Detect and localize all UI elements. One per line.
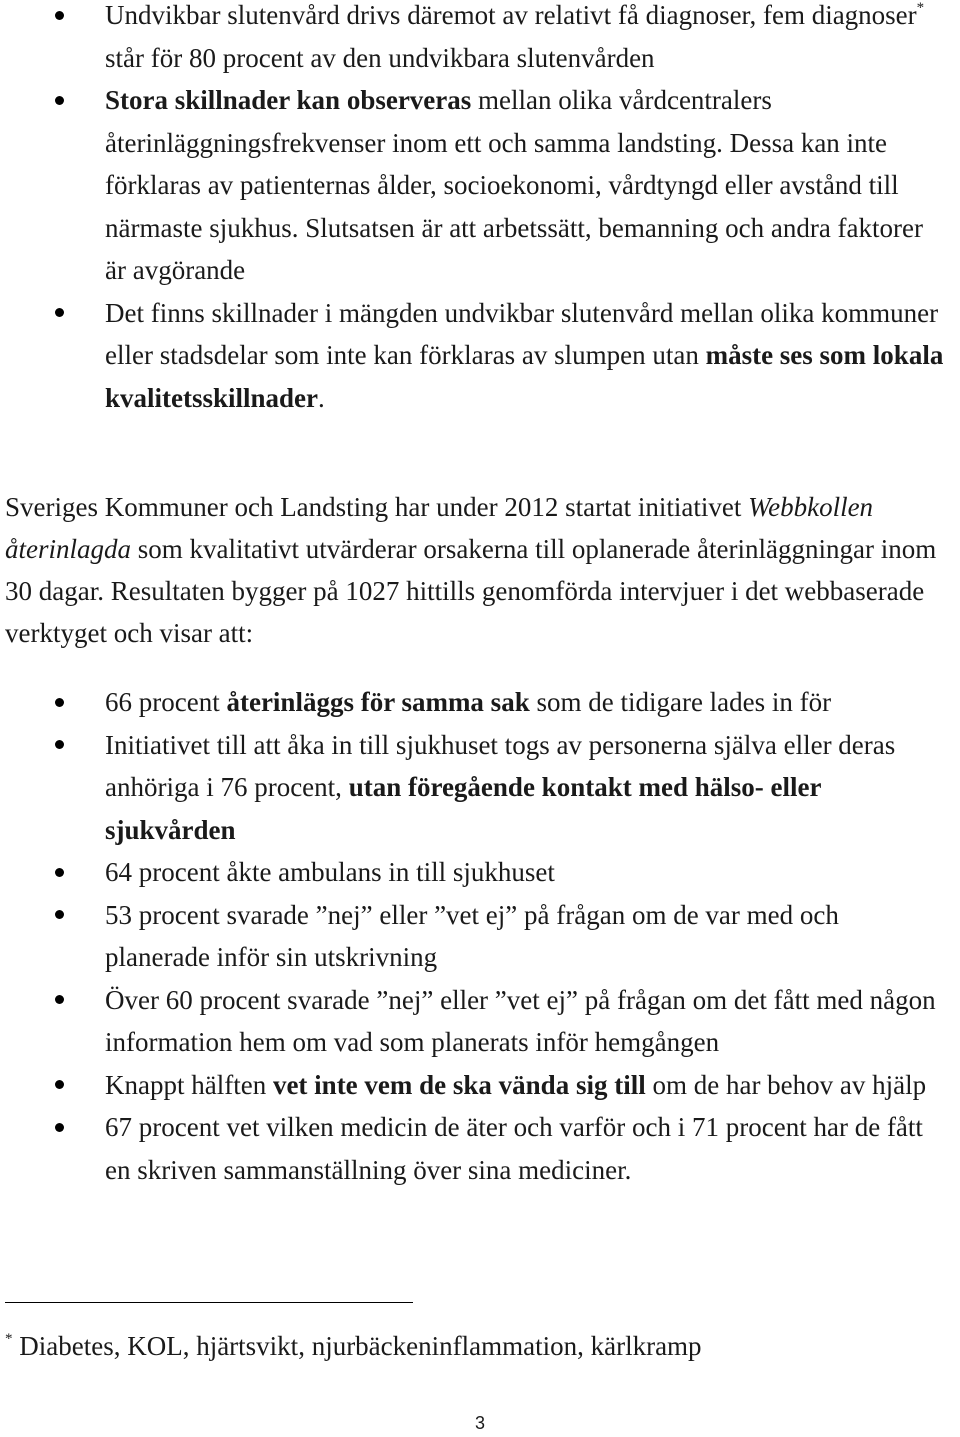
bullet-icon <box>54 79 64 122</box>
list-item <box>0 79 960 292</box>
footnote-marker: * <box>916 0 925 16</box>
list-item <box>0 292 960 420</box>
body-paragraph <box>5 486 955 654</box>
list-item-text: 67 procent vet vilken medicin de äter och varför och i 71 procent har de fått en skriven sammanställning över sina mediciner. <box>105 1112 923 1185</box>
list-item-text: Över 60 procent svarade ”nej” eller ”vet ej” på frågan om det fått med någon information hem om vad som planerats inför hemgången <box>105 984 936 1057</box>
list-item-text: . <box>318 382 325 413</box>
footnote-divider <box>5 1302 413 1303</box>
list-item <box>0 1064 960 1107</box>
bullet-icon <box>54 1106 64 1149</box>
bullet-icon <box>54 1064 64 1107</box>
list-item <box>0 894 960 979</box>
bold-text: Stora skillnader kan observeras <box>105 85 472 115</box>
paragraph-text: Sveriges Kommuner och Landsting har under 2012 startat initiativet <box>5 492 749 522</box>
italic-title: Webbkollen återinlagda <box>5 492 874 564</box>
page-number: 3 <box>474 1413 485 1433</box>
list-item <box>0 681 960 724</box>
list-item-text: om de har behov av hjälp <box>645 1069 927 1100</box>
footnote-text: Diabetes, KOL, hjärtsvikt, njurbäckeninflammation, kärlkramp <box>12 1331 702 1361</box>
bold-text: vet inte vem de ska vända sig till <box>272 1069 646 1100</box>
list-item-text: mellan olika vårdcentralers återinläggningsfrekvenser inom ett och samma landsting. Dessa kan inte förklaras av patienternas ålder, socioekonomi, vårdtyngd eller avstånd till närmaste sjukhus. Slutsatsen är att arbetssätt, bemanning och andra faktorer är avgörande <box>105 85 924 285</box>
list-item-text: Det finns skillnader i mängden undvikbar slutenvård mellan olika kommuner eller stadsdelar som inte kan förklaras av slumpen utan <box>105 297 939 370</box>
bullet-icon <box>54 979 64 1022</box>
bullet-icon <box>54 681 64 724</box>
bullet-icon <box>54 724 64 767</box>
bullet-icon <box>54 894 64 937</box>
list-item-text: Initiativet till att åka in till sjukhuset togs av personerna själva eller deras anhöriga i 76 procent, <box>105 729 896 802</box>
list-item-text: står för 80 procent av den undvikbara slutenvården <box>105 42 655 73</box>
list-item-text: Undvikbar slutenvård drivs däremot av relativt få diagnoser, fem diagnoser <box>105 0 917 30</box>
footnote <box>5 1325 955 1367</box>
paragraph-text: som kvalitativt utvärderar orsakerna till oplanerade återinläggningar inom 30 dagar. Resultaten bygger på 1027 hittills genomförda intervjuer i det webbaserade verktyget och visar att: <box>5 534 937 648</box>
list-item <box>0 851 960 894</box>
footnote-marker: * <box>5 1331 13 1347</box>
bullet-list-top <box>0 0 960 419</box>
list-item <box>0 1106 960 1191</box>
bold-text: utan föregående kontakt med hälso- eller sjukvården <box>105 772 821 845</box>
list-item-text: 64 procent åkte ambulans in till sjukhuset <box>105 857 555 887</box>
list-item-text: 53 procent svarade ”nej” eller ”vet ej” på frågan om de var med och planerade inför sin utskrivning <box>105 899 839 972</box>
list-item-text: 66 procent <box>105 687 227 717</box>
bullet-icon <box>54 0 64 37</box>
bullet-icon <box>54 292 64 335</box>
bullet-list-bottom <box>0 681 960 1191</box>
list-item <box>0 979 960 1064</box>
list-item-text: Knappt hälften <box>105 1069 273 1100</box>
bullet-icon <box>54 851 64 894</box>
list-item <box>0 724 960 852</box>
bold-text: återinläggs för samma sak <box>226 687 530 717</box>
list-item <box>0 0 960 79</box>
list-item-text: som de tidigare lades in för <box>529 687 832 717</box>
bold-text: måste ses som lokala kvalitetsskillnader <box>105 340 944 413</box>
